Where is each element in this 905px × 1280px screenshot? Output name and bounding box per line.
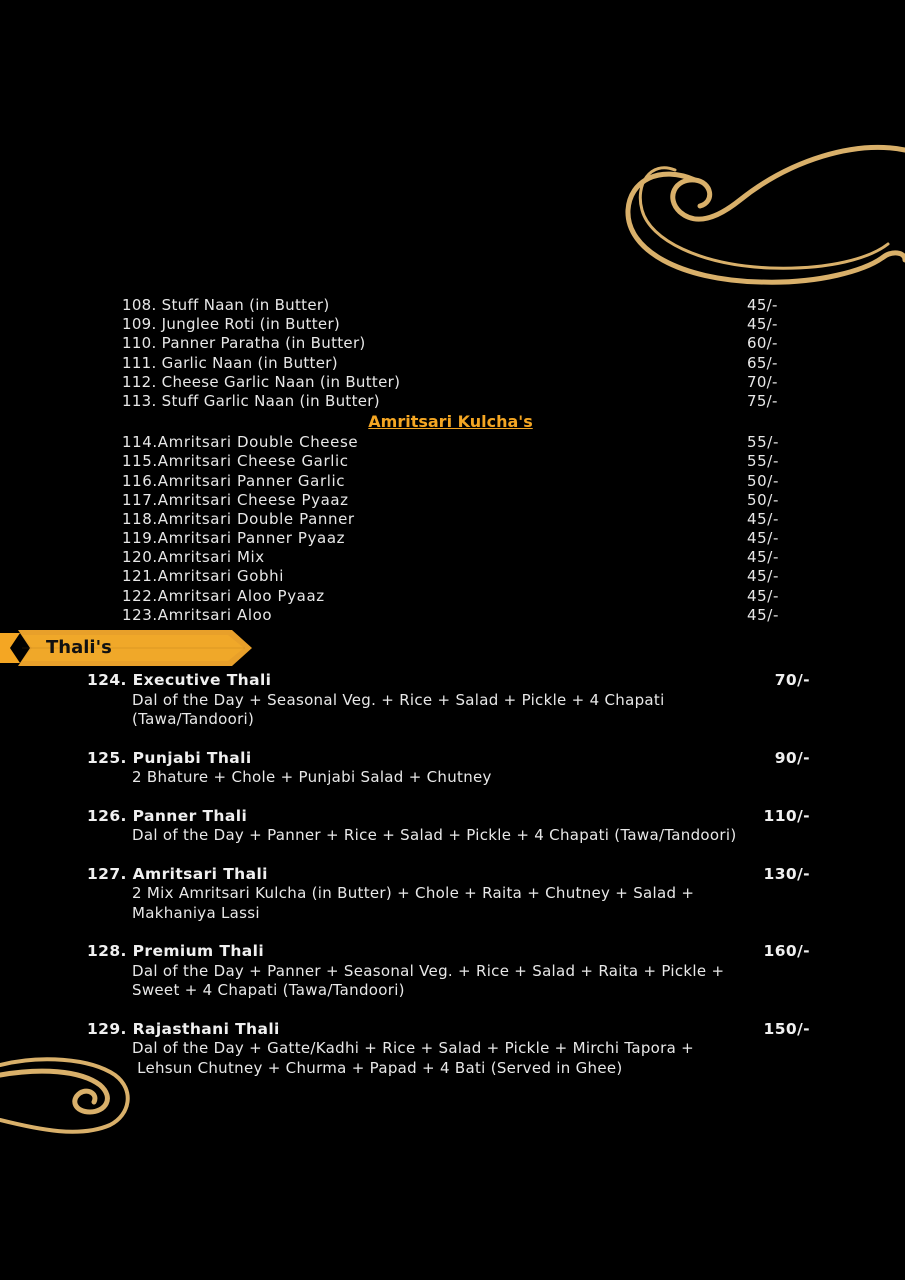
thali-price: 110/- [763, 806, 810, 825]
item-name: 119.Amritsari Panner Pyaaz [122, 529, 346, 548]
item-name: 114.Amritsari Double Cheese [122, 433, 359, 452]
item-name: 123.Amritsari Aloo [122, 605, 273, 624]
thali-name: 129. Rajasthani Thali [87, 1019, 280, 1038]
item-name: 111. Garlic Naan (in Butter) [122, 353, 338, 372]
item-name: 116.Amritsari Panner Garlic [122, 471, 346, 490]
item-name: 117.Amritsari Cheese Pyaaz [122, 490, 349, 509]
item-price: 75/- [747, 391, 778, 410]
menu-item [122, 452, 787, 471]
item-price: 55/- [747, 433, 779, 452]
item-price: 45/- [747, 567, 779, 586]
description-line: Lehsun Chutney + Churma + Papad + 4 Bati (Served in Ghee) [132, 1058, 623, 1077]
item-price: 45/- [747, 509, 779, 528]
thali-item [87, 865, 810, 924]
item-name: 122.Amritsari Aloo Pyaaz [122, 586, 325, 605]
menu-item [122, 373, 787, 392]
item-price: 45/- [747, 586, 779, 605]
item-name: 120.Amritsari Mix [122, 548, 265, 567]
item-price: 65/- [747, 353, 778, 372]
thali-description [132, 768, 810, 788]
thali-description [132, 691, 810, 730]
thali-banner [0, 630, 252, 666]
kulcha-heading: Amritsari Kulcha's [368, 412, 533, 432]
menu-item [122, 587, 787, 606]
thali-name: 125. Punjabi Thali [87, 748, 252, 767]
thali-price: 160/- [763, 942, 810, 960]
thali-item [87, 1020, 810, 1079]
bread-list [122, 296, 787, 411]
menu-item [122, 510, 787, 529]
item-price: 60/- [747, 334, 778, 353]
thali-price: 90/- [774, 748, 810, 767]
description-line: (Tawa/Tandoori) [132, 710, 255, 728]
menu-section [122, 296, 787, 625]
menu-item [122, 433, 787, 452]
description-line: Sweet + 4 Chapati (Tawa/Tandoori) [132, 981, 405, 999]
item-name: 112. Cheese Garlic Naan (in Butter) [122, 372, 401, 391]
menu-item [122, 315, 787, 334]
thali-item [87, 942, 810, 1001]
menu-item [122, 392, 787, 411]
menu-item [122, 334, 787, 353]
item-name: 115.Amritsari Cheese Garlic [122, 452, 349, 471]
thali-description [132, 1039, 810, 1078]
thali-name: 126. Panner Thali [87, 806, 248, 825]
menu-item [122, 491, 787, 510]
description-line: Dal of the Day + Panner + Seasonal Veg. + Rice + Salad + Raita + Pickle + [132, 961, 725, 980]
item-name: 110. Panner Paratha (in Butter) [122, 334, 366, 353]
description-line: 2 Mix Amritsari Kulcha (in Butter) + Chole + Raita + Chutney + Salad + [132, 884, 695, 902]
menu-item [122, 296, 787, 315]
thali-description [132, 884, 810, 923]
thali-description [132, 962, 810, 1001]
description-line: Dal of the Day + Panner + Rice + Salad + Pickle + 4 Chapati (Tawa/Tandoori) [132, 826, 737, 844]
description-line: 2 Bhature + Chole + Punjabi Salad + Chutney [132, 768, 492, 786]
item-name: 118.Amritsari Double Panner [122, 509, 355, 528]
item-name: 108. Stuff Naan (in Butter) [122, 296, 330, 314]
item-price: 45/- [747, 605, 779, 624]
swirl-ornament-top [620, 140, 905, 290]
item-price: 45/- [747, 548, 779, 567]
item-price: 45/- [747, 315, 778, 334]
thali-item [87, 749, 810, 788]
description-line: Dal of the Day + Seasonal Veg. + Rice + Salad + Pickle + 4 Chapati [132, 690, 665, 709]
item-name: 109. Junglee Roti (in Butter) [122, 315, 341, 334]
thali-name: 128. Premium Thali [87, 942, 265, 960]
thali-price: 150/- [763, 1019, 810, 1038]
item-price: 50/- [747, 471, 779, 490]
description-line: Dal of the Day + Gatte/Kadhi + Rice + Salad + Pickle + Mirchi Tapora + [132, 1039, 695, 1057]
thali-description [132, 826, 810, 846]
thali-item [87, 807, 810, 846]
item-price: 45/- [747, 296, 778, 314]
item-name: 121.Amritsari Gobhi [122, 567, 284, 586]
menu-item [122, 472, 787, 491]
menu-item [122, 529, 787, 548]
thali-item [87, 671, 810, 730]
thali-name: 124. Executive Thali [87, 671, 272, 689]
item-name: 113. Stuff Garlic Naan (in Butter) [122, 391, 380, 410]
menu-item [122, 548, 787, 567]
thali-banner-label: Thali's [46, 637, 112, 658]
thali-price: 70/- [774, 671, 810, 689]
description-line: Makhaniya Lassi [132, 903, 260, 922]
item-price: 70/- [747, 372, 778, 391]
item-price: 55/- [747, 452, 779, 471]
menu-item [122, 354, 787, 373]
thali-list [87, 671, 810, 1097]
item-price: 45/- [747, 529, 779, 548]
kulcha-list [122, 433, 787, 625]
item-price: 50/- [747, 490, 779, 509]
thali-price: 130/- [763, 864, 810, 883]
thali-name: 127. Amritsari Thali [87, 864, 268, 883]
menu-item [122, 567, 787, 586]
menu-item [122, 606, 787, 625]
